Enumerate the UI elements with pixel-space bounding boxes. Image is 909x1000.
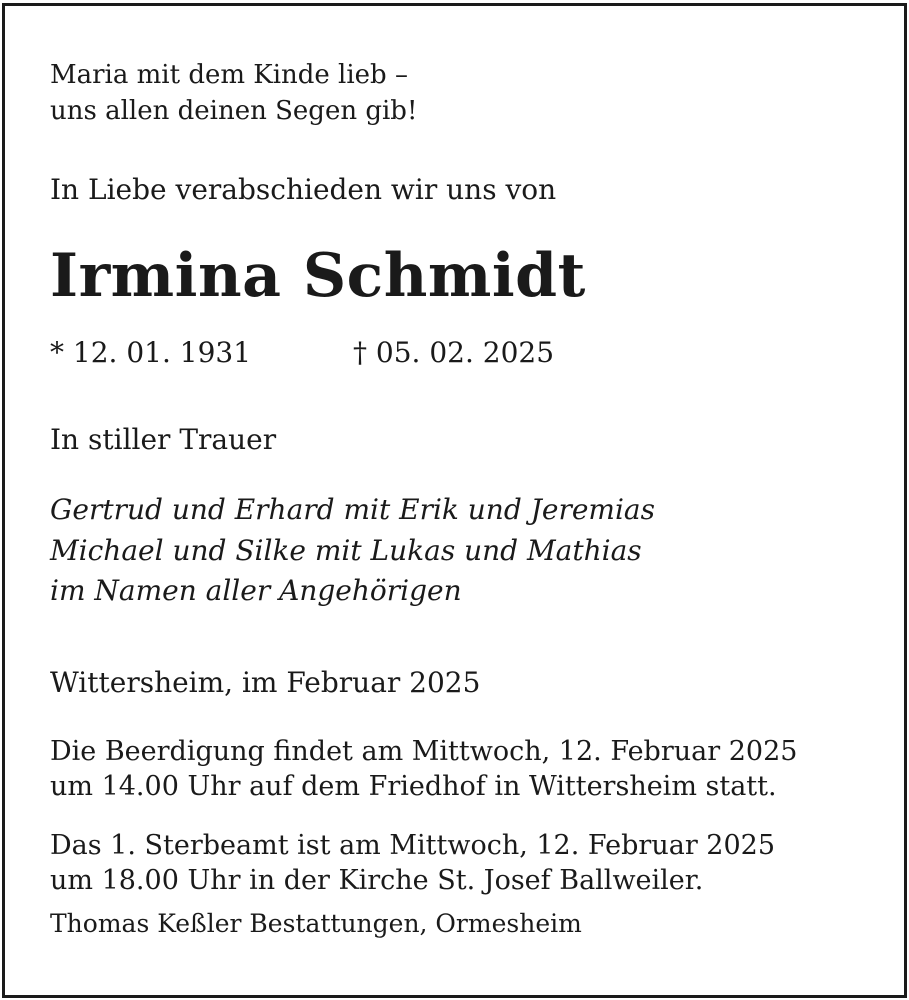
motto-line-1: Maria mit dem Kinde lieb – <box>50 60 408 90</box>
place-date: Wittersheim, im Februar 2025 <box>50 666 481 699</box>
mourner-line-1: Gertrud und Erhard mit Erik und Jeremias <box>50 493 655 526</box>
mourner-line-2: Michael und Silke mit Lukas und Mathias <box>50 534 642 567</box>
mourning-intro: In stiller Trauer <box>50 423 277 456</box>
death-date: † 05. 02. 2025 <box>353 336 555 369</box>
birth-date: * 12. 01. 1931 <box>50 336 252 369</box>
funeral-line-2: um 14.00 Uhr auf dem Friedhof in Wittersheim statt. <box>50 771 777 802</box>
motto-line-2: uns allen deinen Segen gib! <box>50 96 418 126</box>
funeral-line-1: Die Beerdigung findet am Mittwoch, 12. Februar 2025 <box>50 736 798 767</box>
deceased-name: Irmina Schmidt <box>50 241 586 311</box>
requiem-line-2: um 18.00 Uhr in der Kirche St. Josef Ballweiler. <box>50 865 704 896</box>
undertaker: Thomas Keßler Bestattungen, Ormesheim <box>50 909 582 938</box>
mourner-line-3: im Namen aller Angehörigen <box>50 574 462 607</box>
requiem-line-1: Das 1. Sterbeamt ist am Mittwoch, 12. Februar 2025 <box>50 830 776 861</box>
intro-text: In Liebe verabschieden wir uns von <box>50 173 557 206</box>
